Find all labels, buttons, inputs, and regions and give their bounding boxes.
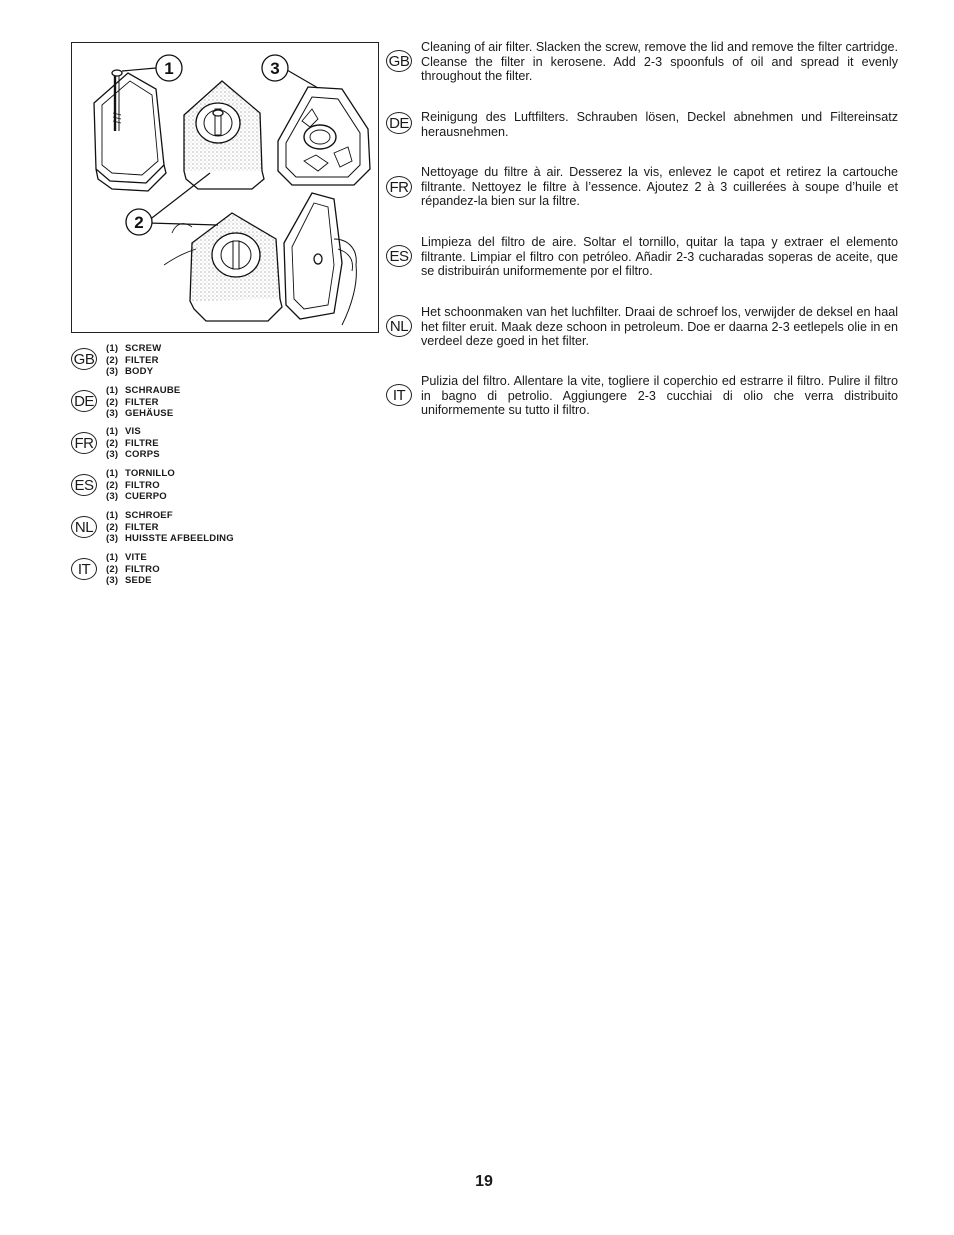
legend-row: (2) FILTER bbox=[106, 354, 159, 366]
callout-3-label: 3 bbox=[270, 59, 280, 78]
legend-row: (3) HUISSTE AFBEELDING bbox=[106, 533, 234, 545]
language-badge-fr: FR bbox=[386, 176, 412, 198]
callout-1 bbox=[156, 55, 182, 81]
legend-list-de bbox=[106, 385, 180, 420]
legend-row: (3) GEHÄUSE bbox=[106, 408, 174, 420]
language-badge-fr: FR bbox=[71, 432, 97, 454]
legend-list-fr bbox=[106, 426, 160, 461]
legend-list-gb bbox=[106, 343, 161, 378]
legend-row: (1) SCHROEF bbox=[106, 510, 173, 521]
language-badge-it: IT bbox=[386, 384, 412, 406]
instruction-nl: Het schoonmaken van het luchfilter. Draai de schroef los, verwijder de deksel en haal het filter eruit. Maak deze schoon in petroleum. Doe er daarna 2-3 eetlepels olie in en verdeel deze goed in het filter. bbox=[421, 305, 898, 348]
instruction-it: Pulizia del filtro. Allentare la vite, togliere il coperchio ed estrarre il filtro. Pulire il filtro in bagno di petrolio. Aggiungere 2-3 cucchiai di olio che verra distribuito uniformemente su tutto il filtro. bbox=[421, 374, 898, 417]
instruction-es: Limpieza del filtro de aire. Soltar el tornillo, quitar la tapa y extraer el elemento filtrante. Limpiar el filtro con petróleo. Añadir 2-3 cucharadas soperas de aceite, que se distribuirán uniformemente por el filtro. bbox=[421, 235, 898, 278]
legend-list-it bbox=[106, 552, 160, 587]
legend-row: (1) SCHRAUBE bbox=[106, 385, 181, 396]
page-number: 19 bbox=[475, 1173, 493, 1190]
language-badge-de: DE bbox=[71, 390, 97, 412]
legend-row: (2) FILTRE bbox=[106, 437, 159, 449]
filter-drawing-top bbox=[184, 81, 264, 189]
legend-row: (2) FILTRO bbox=[106, 479, 160, 491]
language-badge-de: DE bbox=[386, 112, 412, 134]
callout-2-label: 2 bbox=[134, 213, 144, 232]
language-badge-es: ES bbox=[386, 245, 412, 267]
body-drawing bbox=[278, 87, 370, 185]
legend-list-es bbox=[106, 468, 175, 503]
language-badge-gb: GB bbox=[71, 348, 97, 370]
legend-row: (3) SEDE bbox=[106, 575, 152, 587]
instruction-de: Reinigung des Luftfilters. Schrauben lösen, Deckel abnehmen und Filtereinsatz herausnehmen. bbox=[421, 110, 898, 139]
language-badge-it: IT bbox=[71, 558, 97, 580]
callout-2 bbox=[126, 209, 152, 235]
language-badge-gb: GB bbox=[386, 50, 412, 72]
callout-3 bbox=[262, 55, 288, 81]
legend-row: (1) VIS bbox=[106, 426, 141, 437]
legend-row: (1) SCREW bbox=[106, 343, 162, 354]
air-filter-drawing bbox=[72, 43, 378, 332]
instruction-gb: Cleaning of air filter. Slacken the screw, remove the lid and remove the filter cartridge. Cleanse the filter in kerosene. Add 2-3 spoonfuls of oil and spread it evenly throughout the filter. bbox=[421, 40, 898, 83]
language-badge-nl: NL bbox=[71, 516, 97, 538]
legend-row: (2) FILTER bbox=[106, 521, 159, 533]
instruction-fr: Nettoyage du filtre à air. Desserez la vis, enlevez le capot et retirez la cartouche filtrante. Nettoyez le filtre à l’essence. Ajoutez 2 à 3 cuillerées à soupe d’huile et répandez-la bien sur la filtre. bbox=[421, 165, 898, 208]
legend-row: (3) CORPS bbox=[106, 449, 160, 461]
legend-row: (3) CUERPO bbox=[106, 491, 167, 503]
legend-row: (2) FILTER bbox=[106, 396, 159, 408]
legend-row: (1) TORNILLO bbox=[106, 468, 175, 479]
lid-drawing bbox=[94, 70, 166, 191]
legend-row: (3) BODY bbox=[106, 366, 154, 378]
filter-drawing-bottom bbox=[164, 193, 356, 325]
legend-list-nl bbox=[106, 510, 234, 545]
legend-row: (1) VITE bbox=[106, 552, 147, 563]
air-filter-illustration bbox=[71, 42, 379, 333]
language-badge-es: ES bbox=[71, 474, 97, 496]
language-badge-nl: NL bbox=[386, 315, 412, 337]
callout-1-label: 1 bbox=[164, 59, 174, 78]
legend-row: (2) FILTRO bbox=[106, 563, 160, 575]
